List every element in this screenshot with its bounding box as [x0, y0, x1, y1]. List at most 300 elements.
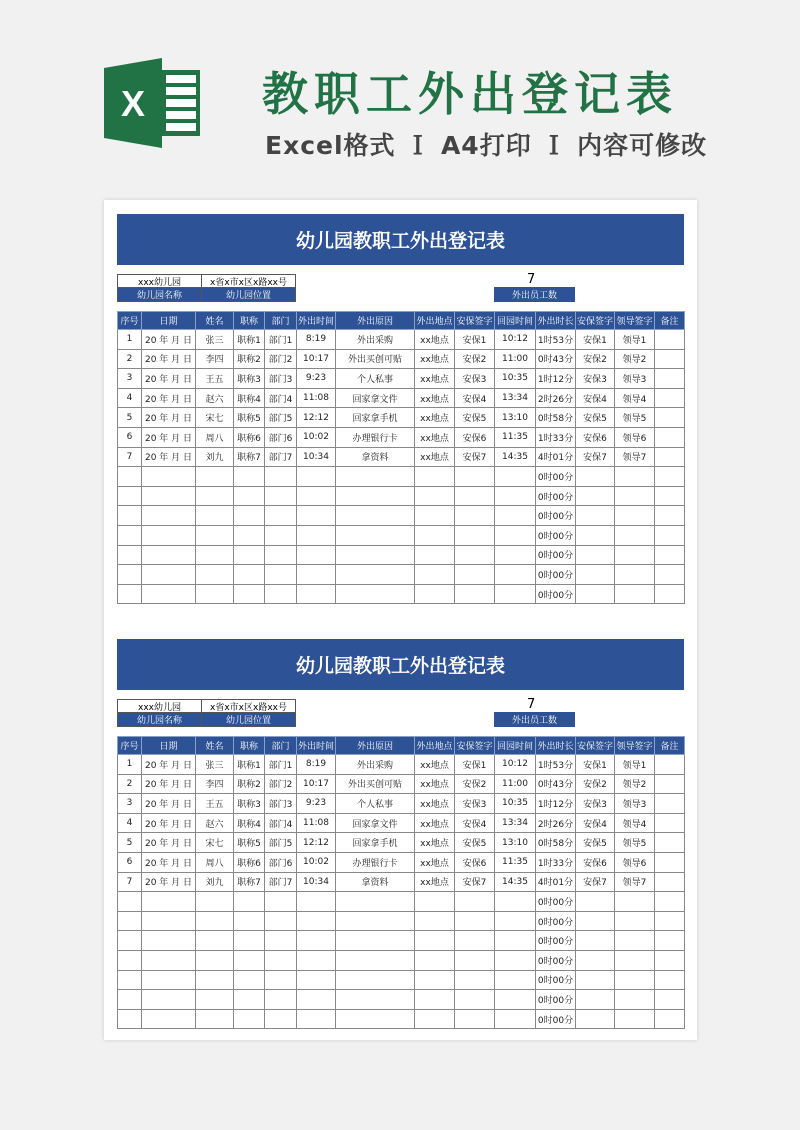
table-cell[interactable]: [415, 467, 455, 487]
table-cell[interactable]: [655, 852, 685, 872]
table-cell[interactable]: [455, 911, 495, 931]
table-cell[interactable]: [265, 1009, 297, 1029]
table-cell[interactable]: 回家拿文件: [336, 388, 415, 408]
table-cell[interactable]: 2: [118, 774, 142, 794]
table-cell[interactable]: 个人私事: [336, 794, 415, 814]
table-cell[interactable]: [576, 486, 615, 506]
table-cell[interactable]: [615, 525, 655, 545]
table-cell[interactable]: 7: [118, 872, 142, 892]
table-cell[interactable]: 5: [118, 833, 142, 853]
table-cell[interactable]: 职称4: [234, 813, 265, 833]
table-cell[interactable]: 4: [118, 813, 142, 833]
table-cell[interactable]: 宋七: [196, 833, 234, 853]
table-cell[interactable]: 11:35: [495, 427, 536, 447]
table-cell[interactable]: [196, 911, 234, 931]
table-cell[interactable]: [615, 1009, 655, 1029]
table-cell[interactable]: 0时00分: [536, 950, 576, 970]
table-cell[interactable]: 领导5: [615, 833, 655, 853]
table-cell[interactable]: [576, 931, 615, 951]
table-cell[interactable]: [655, 990, 685, 1010]
table-cell[interactable]: 1时53分: [536, 755, 576, 775]
table-cell[interactable]: [142, 486, 196, 506]
table-cell[interactable]: 领导1: [615, 330, 655, 350]
table-cell[interactable]: [234, 990, 265, 1010]
table-cell[interactable]: 职称3: [234, 794, 265, 814]
table-cell[interactable]: 领导4: [615, 813, 655, 833]
table-cell[interactable]: [265, 970, 297, 990]
table-cell[interactable]: [196, 545, 234, 565]
table-cell[interactable]: 领导4: [615, 388, 655, 408]
table-cell[interactable]: 10:02: [297, 852, 336, 872]
table-cell[interactable]: [655, 892, 685, 912]
table-cell[interactable]: [234, 911, 265, 931]
table-cell[interactable]: 0时00分: [536, 990, 576, 1010]
table-cell[interactable]: xx地点: [415, 427, 455, 447]
table-cell[interactable]: 安保2: [455, 349, 495, 369]
table-cell[interactable]: 0时00分: [536, 1009, 576, 1029]
table-cell[interactable]: [265, 950, 297, 970]
table-cell[interactable]: 张三: [196, 330, 234, 350]
table-cell[interactable]: [234, 950, 265, 970]
table-cell[interactable]: [655, 1009, 685, 1029]
table-cell[interactable]: 领导6: [615, 427, 655, 447]
table-cell[interactable]: [118, 911, 142, 931]
table-cell[interactable]: 部门1: [265, 755, 297, 775]
table-cell[interactable]: [142, 970, 196, 990]
table-cell[interactable]: [297, 545, 336, 565]
table-cell[interactable]: 刘九: [196, 872, 234, 892]
table-cell[interactable]: 4时01分: [536, 872, 576, 892]
table-cell[interactable]: [234, 584, 265, 604]
table-cell[interactable]: 职称3: [234, 369, 265, 389]
table-cell[interactable]: [118, 584, 142, 604]
table-cell[interactable]: 20 年 月 日: [142, 833, 196, 853]
table-cell[interactable]: 领导3: [615, 369, 655, 389]
table-cell[interactable]: [234, 931, 265, 951]
table-cell[interactable]: 部门1: [265, 330, 297, 350]
table-cell[interactable]: [655, 565, 685, 585]
table-cell[interactable]: 部门2: [265, 774, 297, 794]
table-cell[interactable]: [415, 525, 455, 545]
table-cell[interactable]: [297, 565, 336, 585]
table-cell[interactable]: [234, 1009, 265, 1029]
table-cell[interactable]: [495, 911, 536, 931]
table-cell[interactable]: [655, 794, 685, 814]
table-cell[interactable]: 1时12分: [536, 794, 576, 814]
table-cell[interactable]: 10:35: [495, 369, 536, 389]
table-cell[interactable]: [336, 990, 415, 1010]
table-cell[interactable]: [655, 545, 685, 565]
table-cell[interactable]: [655, 506, 685, 526]
table-cell[interactable]: [118, 565, 142, 585]
table-cell[interactable]: [455, 506, 495, 526]
table-cell[interactable]: 个人私事: [336, 369, 415, 389]
table-cell[interactable]: [415, 990, 455, 1010]
table-cell[interactable]: [615, 584, 655, 604]
table-cell[interactable]: [576, 911, 615, 931]
table-cell[interactable]: [415, 506, 455, 526]
table-cell[interactable]: 3: [118, 794, 142, 814]
table-cell[interactable]: [336, 467, 415, 487]
table-cell[interactable]: 0时00分: [536, 565, 576, 585]
table-cell[interactable]: [615, 931, 655, 951]
table-cell[interactable]: 职称5: [234, 833, 265, 853]
table-cell[interactable]: [196, 892, 234, 912]
table-cell[interactable]: [655, 911, 685, 931]
table-cell[interactable]: 安保1: [576, 755, 615, 775]
table-cell[interactable]: [118, 467, 142, 487]
table-cell[interactable]: xx地点: [415, 447, 455, 467]
table-cell[interactable]: [234, 467, 265, 487]
table-cell[interactable]: 6: [118, 852, 142, 872]
table-cell[interactable]: [576, 545, 615, 565]
table-cell[interactable]: 12:12: [297, 408, 336, 428]
table-cell[interactable]: [495, 584, 536, 604]
table-cell[interactable]: 安保4: [576, 388, 615, 408]
table-cell[interactable]: 20 年 月 日: [142, 388, 196, 408]
table-cell[interactable]: 安保6: [455, 852, 495, 872]
table-cell[interactable]: 13:10: [495, 833, 536, 853]
table-cell[interactable]: [576, 525, 615, 545]
table-cell[interactable]: [655, 369, 685, 389]
table-cell[interactable]: [615, 950, 655, 970]
table-cell[interactable]: 20 年 月 日: [142, 755, 196, 775]
table-cell[interactable]: [455, 525, 495, 545]
table-cell[interactable]: 职称7: [234, 447, 265, 467]
table-cell[interactable]: 20 年 月 日: [142, 813, 196, 833]
table-cell[interactable]: [297, 950, 336, 970]
table-cell[interactable]: [455, 990, 495, 1010]
table-cell[interactable]: [336, 931, 415, 951]
table-cell[interactable]: [118, 506, 142, 526]
table-cell[interactable]: 0时00分: [536, 506, 576, 526]
table-cell[interactable]: 14:35: [495, 447, 536, 467]
table-cell[interactable]: 20 年 月 日: [142, 447, 196, 467]
table-cell[interactable]: 安保2: [455, 774, 495, 794]
table-cell[interactable]: 王五: [196, 369, 234, 389]
table-cell[interactable]: [655, 774, 685, 794]
table-cell[interactable]: [142, 911, 196, 931]
table-cell[interactable]: [142, 565, 196, 585]
table-cell[interactable]: [234, 525, 265, 545]
table-cell[interactable]: 安保3: [576, 369, 615, 389]
table-cell[interactable]: xx地点: [415, 349, 455, 369]
table-cell[interactable]: 安保1: [455, 330, 495, 350]
table-cell[interactable]: [415, 950, 455, 970]
table-cell[interactable]: 0时58分: [536, 833, 576, 853]
table-cell[interactable]: 安保1: [455, 755, 495, 775]
table-cell[interactable]: 职称6: [234, 427, 265, 447]
table-cell[interactable]: [336, 950, 415, 970]
table-cell[interactable]: [118, 970, 142, 990]
table-cell[interactable]: [615, 892, 655, 912]
table-cell[interactable]: [297, 506, 336, 526]
table-cell[interactable]: 12:12: [297, 833, 336, 853]
table-cell[interactable]: xx地点: [415, 330, 455, 350]
table-cell[interactable]: [455, 1009, 495, 1029]
table-cell[interactable]: [576, 1009, 615, 1029]
table-cell[interactable]: [655, 950, 685, 970]
table-cell[interactable]: [265, 486, 297, 506]
table-cell[interactable]: 回家拿文件: [336, 813, 415, 833]
table-cell[interactable]: [297, 1009, 336, 1029]
table-cell[interactable]: 安保1: [576, 330, 615, 350]
table-cell[interactable]: [118, 950, 142, 970]
table-cell[interactable]: [495, 970, 536, 990]
table-cell[interactable]: 外出采购: [336, 330, 415, 350]
table-cell[interactable]: [118, 525, 142, 545]
table-cell[interactable]: 职称5: [234, 408, 265, 428]
table-cell[interactable]: 2时26分: [536, 388, 576, 408]
table-cell[interactable]: 0时00分: [536, 892, 576, 912]
table-cell[interactable]: [615, 911, 655, 931]
table-cell[interactable]: 0时00分: [536, 970, 576, 990]
table-cell[interactable]: 拿资料: [336, 872, 415, 892]
table-cell[interactable]: 职称1: [234, 755, 265, 775]
table-cell[interactable]: 2: [118, 349, 142, 369]
table-cell[interactable]: [615, 486, 655, 506]
table-cell[interactable]: [576, 950, 615, 970]
table-cell[interactable]: 安保5: [455, 833, 495, 853]
table-cell[interactable]: 6: [118, 427, 142, 447]
table-cell[interactable]: 14:35: [495, 872, 536, 892]
table-cell[interactable]: [576, 584, 615, 604]
table-cell[interactable]: [576, 970, 615, 990]
table-cell[interactable]: [655, 408, 685, 428]
table-cell[interactable]: 20 年 月 日: [142, 330, 196, 350]
table-cell[interactable]: [265, 584, 297, 604]
table-cell[interactable]: [415, 911, 455, 931]
table-cell[interactable]: [142, 931, 196, 951]
table-cell[interactable]: 职称1: [234, 330, 265, 350]
kindergarten-name-value[interactable]: xxx幼儿园: [117, 699, 202, 713]
table-cell[interactable]: [234, 892, 265, 912]
table-cell[interactable]: 安保5: [576, 833, 615, 853]
table-cell[interactable]: 4: [118, 388, 142, 408]
table-cell[interactable]: [615, 467, 655, 487]
table-cell[interactable]: 王五: [196, 794, 234, 814]
table-cell[interactable]: [142, 892, 196, 912]
table-cell[interactable]: 13:34: [495, 388, 536, 408]
table-cell[interactable]: 安保3: [455, 794, 495, 814]
table-cell[interactable]: [615, 545, 655, 565]
table-cell[interactable]: 20 年 月 日: [142, 369, 196, 389]
table-cell[interactable]: 李四: [196, 349, 234, 369]
table-cell[interactable]: 领导2: [615, 349, 655, 369]
table-cell[interactable]: 安保6: [576, 427, 615, 447]
table-cell[interactable]: [655, 447, 685, 467]
table-cell[interactable]: 刘九: [196, 447, 234, 467]
table-cell[interactable]: [495, 486, 536, 506]
table-cell[interactable]: [415, 931, 455, 951]
table-cell[interactable]: [336, 892, 415, 912]
table-cell[interactable]: 回家拿手机: [336, 833, 415, 853]
staff-out-count[interactable]: 7: [527, 697, 536, 712]
table-cell[interactable]: [655, 467, 685, 487]
table-cell[interactable]: 职称2: [234, 349, 265, 369]
table-cell[interactable]: 10:12: [495, 755, 536, 775]
table-cell[interactable]: 安保4: [455, 813, 495, 833]
table-cell[interactable]: [415, 584, 455, 604]
table-cell[interactable]: 张三: [196, 755, 234, 775]
table-cell[interactable]: 职称6: [234, 852, 265, 872]
table-cell[interactable]: 1时12分: [536, 369, 576, 389]
table-cell[interactable]: 部门7: [265, 872, 297, 892]
table-cell[interactable]: 1: [118, 755, 142, 775]
table-cell[interactable]: 领导7: [615, 447, 655, 467]
table-cell[interactable]: [576, 892, 615, 912]
table-cell[interactable]: [615, 970, 655, 990]
table-cell[interactable]: [196, 970, 234, 990]
table-cell[interactable]: [234, 506, 265, 526]
table-cell[interactable]: 10:12: [495, 330, 536, 350]
table-cell[interactable]: [142, 584, 196, 604]
table-cell[interactable]: xx地点: [415, 388, 455, 408]
table-cell[interactable]: [265, 467, 297, 487]
table-cell[interactable]: [576, 565, 615, 585]
table-cell[interactable]: [234, 545, 265, 565]
table-cell[interactable]: 0时58分: [536, 408, 576, 428]
table-cell[interactable]: [495, 467, 536, 487]
table-cell[interactable]: xx地点: [415, 872, 455, 892]
table-cell[interactable]: 周八: [196, 852, 234, 872]
table-cell[interactable]: [336, 506, 415, 526]
table-cell[interactable]: 0时43分: [536, 774, 576, 794]
table-cell[interactable]: 1时53分: [536, 330, 576, 350]
table-cell[interactable]: [196, 931, 234, 951]
table-cell[interactable]: 0时00分: [536, 584, 576, 604]
table-cell[interactable]: [655, 833, 685, 853]
table-cell[interactable]: 7: [118, 447, 142, 467]
table-cell[interactable]: [297, 911, 336, 931]
table-cell[interactable]: [142, 545, 196, 565]
table-cell[interactable]: 0时00分: [536, 931, 576, 951]
table-cell[interactable]: 赵六: [196, 388, 234, 408]
table-cell[interactable]: 安保2: [576, 774, 615, 794]
table-cell[interactable]: [455, 486, 495, 506]
table-cell[interactable]: [495, 931, 536, 951]
table-cell[interactable]: [576, 506, 615, 526]
table-cell[interactable]: [655, 970, 685, 990]
table-cell[interactable]: 部门4: [265, 388, 297, 408]
table-cell[interactable]: 职称7: [234, 872, 265, 892]
table-cell[interactable]: [495, 1009, 536, 1029]
table-cell[interactable]: [118, 545, 142, 565]
table-cell[interactable]: [118, 486, 142, 506]
table-cell[interactable]: 3: [118, 369, 142, 389]
table-cell[interactable]: 部门5: [265, 408, 297, 428]
table-cell[interactable]: [655, 525, 685, 545]
table-cell[interactable]: [196, 990, 234, 1010]
table-cell[interactable]: [118, 990, 142, 1010]
table-cell[interactable]: 20 年 月 日: [142, 872, 196, 892]
table-cell[interactable]: 10:34: [297, 447, 336, 467]
table-cell[interactable]: [615, 990, 655, 1010]
location-value[interactable]: x省x市x区x路xx号: [201, 274, 296, 288]
table-cell[interactable]: 安保2: [576, 349, 615, 369]
table-cell[interactable]: [297, 990, 336, 1010]
table-cell[interactable]: 安保7: [455, 447, 495, 467]
table-cell[interactable]: 领导5: [615, 408, 655, 428]
table-cell[interactable]: 外出买创可贴: [336, 349, 415, 369]
table-cell[interactable]: [336, 970, 415, 990]
table-cell[interactable]: [415, 970, 455, 990]
table-cell[interactable]: 安保7: [576, 447, 615, 467]
table-cell[interactable]: [576, 467, 615, 487]
table-cell[interactable]: 20 年 月 日: [142, 852, 196, 872]
table-cell[interactable]: [297, 970, 336, 990]
kindergarten-name-value[interactable]: xxx幼儿园: [117, 274, 202, 288]
table-cell[interactable]: xx地点: [415, 369, 455, 389]
table-cell[interactable]: [118, 892, 142, 912]
table-cell[interactable]: 职称4: [234, 388, 265, 408]
table-cell[interactable]: 领导1: [615, 755, 655, 775]
table-cell[interactable]: xx地点: [415, 408, 455, 428]
table-cell[interactable]: 部门2: [265, 349, 297, 369]
table-cell[interactable]: [655, 427, 685, 447]
table-cell[interactable]: [655, 486, 685, 506]
table-cell[interactable]: 11:08: [297, 388, 336, 408]
table-cell[interactable]: 4时01分: [536, 447, 576, 467]
table-cell[interactable]: 0时00分: [536, 911, 576, 931]
table-cell[interactable]: 10:02: [297, 427, 336, 447]
table-cell[interactable]: [495, 506, 536, 526]
table-cell[interactable]: [265, 892, 297, 912]
table-cell[interactable]: [297, 892, 336, 912]
table-cell[interactable]: 安保7: [455, 872, 495, 892]
table-cell[interactable]: 11:00: [495, 774, 536, 794]
table-cell[interactable]: xx地点: [415, 833, 455, 853]
table-cell[interactable]: 0时00分: [536, 467, 576, 487]
table-cell[interactable]: 安保4: [576, 813, 615, 833]
table-cell[interactable]: xx地点: [415, 755, 455, 775]
table-cell[interactable]: [196, 486, 234, 506]
table-cell[interactable]: 安保3: [455, 369, 495, 389]
table-cell[interactable]: [655, 931, 685, 951]
table-cell[interactable]: xx地点: [415, 794, 455, 814]
table-cell[interactable]: [265, 525, 297, 545]
table-cell[interactable]: [495, 525, 536, 545]
table-cell[interactable]: [455, 545, 495, 565]
table-cell[interactable]: 11:00: [495, 349, 536, 369]
table-cell[interactable]: [142, 506, 196, 526]
table-cell[interactable]: 20 年 月 日: [142, 794, 196, 814]
table-cell[interactable]: [655, 349, 685, 369]
table-cell[interactable]: xx地点: [415, 813, 455, 833]
table-cell[interactable]: 13:34: [495, 813, 536, 833]
table-cell[interactable]: [297, 931, 336, 951]
table-cell[interactable]: [118, 1009, 142, 1029]
table-cell[interactable]: [265, 931, 297, 951]
table-cell[interactable]: [336, 486, 415, 506]
table-cell[interactable]: [196, 467, 234, 487]
table-cell[interactable]: 安保5: [455, 408, 495, 428]
table-cell[interactable]: [415, 1009, 455, 1029]
table-cell[interactable]: [196, 584, 234, 604]
table-cell[interactable]: 外出买创可贴: [336, 774, 415, 794]
table-cell[interactable]: 职称2: [234, 774, 265, 794]
table-cell[interactable]: 20 年 月 日: [142, 349, 196, 369]
table-cell[interactable]: [495, 545, 536, 565]
table-cell[interactable]: 部门3: [265, 369, 297, 389]
table-cell[interactable]: 部门7: [265, 447, 297, 467]
table-cell[interactable]: [196, 950, 234, 970]
table-cell[interactable]: [196, 565, 234, 585]
table-cell[interactable]: 11:35: [495, 852, 536, 872]
table-cell[interactable]: 外出采购: [336, 755, 415, 775]
table-cell[interactable]: 11:08: [297, 813, 336, 833]
location-value[interactable]: x省x市x区x路xx号: [201, 699, 296, 713]
